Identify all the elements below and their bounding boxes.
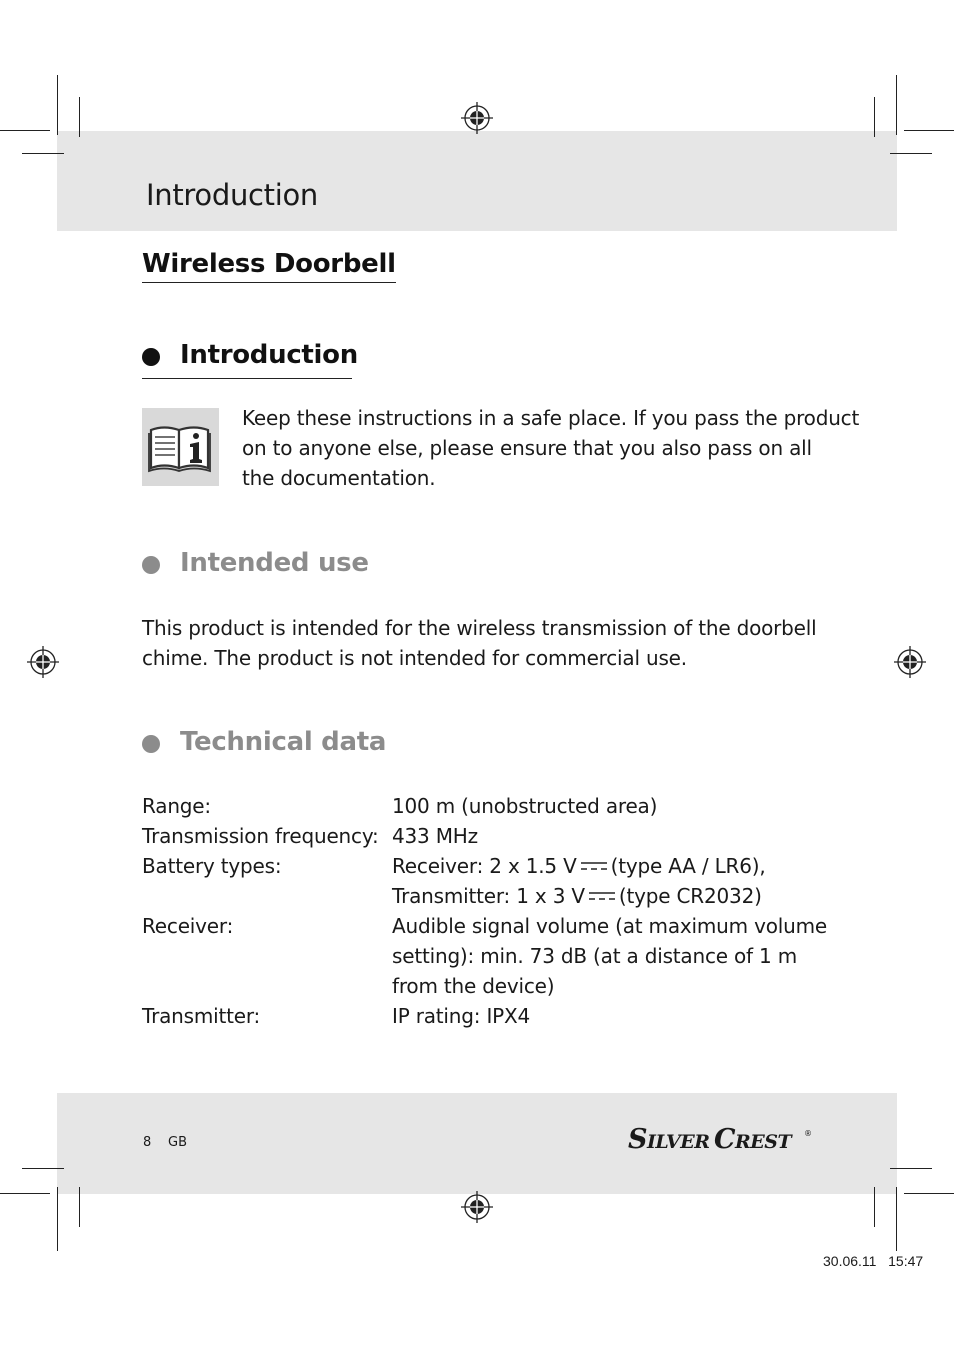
text-line: This product is intended for the wireless transmission of the doorbell: [142, 616, 817, 640]
info-book-icon: [142, 408, 219, 486]
tech-value: [392, 791, 842, 821]
text-line: chime. The product is not intended for commercial use.: [142, 646, 687, 670]
crop-mark: [890, 153, 932, 154]
tech-value-line: [392, 881, 842, 911]
crop-mark: [22, 153, 64, 154]
tech-value: [392, 911, 842, 1001]
crop-mark: [0, 1193, 50, 1194]
tech-value-line: IP rating: IPX4: [392, 1004, 531, 1028]
svg-text:REST: REST: [735, 1131, 792, 1153]
tech-value-line: 433 MHz: [392, 824, 478, 848]
tech-value: [392, 851, 842, 911]
section-bullet: [142, 348, 160, 366]
battery-receiver-type: (type AA / LR6),: [610, 854, 766, 878]
registration-mark-icon: [26, 645, 60, 679]
tech-value: [392, 821, 842, 851]
tech-label: Receiver:: [142, 914, 234, 938]
silvercrest-logo: [628, 1120, 818, 1156]
tech-row-battery-types: [142, 851, 842, 911]
dc-voltage-icon: [588, 891, 616, 901]
battery-transmitter-type: (type CR2032): [618, 884, 762, 908]
crop-mark: [0, 130, 50, 131]
crop-mark: [874, 97, 875, 137]
section-heading-technical-data: [142, 727, 402, 763]
svg-text:C: C: [714, 1124, 735, 1155]
document-title: Wireless Doorbell: [142, 249, 396, 283]
crop-mark: [904, 130, 954, 131]
tech-label: Range:: [142, 794, 211, 818]
tech-label: Battery types:: [142, 854, 282, 878]
tech-value: [392, 1001, 842, 1031]
crop-mark: [890, 1168, 932, 1169]
tech-value-line: Audible signal volume (at maximum volume: [392, 914, 827, 938]
intro-paragraph: [242, 403, 860, 493]
section-heading-introduction: [142, 340, 358, 379]
page-language: GB: [168, 1135, 187, 1150]
crop-mark: [79, 97, 80, 137]
tech-value-line: 100 m (unobstructed area): [392, 794, 658, 818]
technical-data-table: [142, 791, 842, 1031]
text-line: the documentation.: [242, 466, 436, 490]
registration-mark-icon: [460, 1190, 494, 1224]
crop-mark: [57, 1187, 58, 1251]
crop-mark: [57, 75, 58, 135]
battery-transmitter-text: Transmitter: 1 x 3 V: [392, 884, 585, 908]
page-header-title: Introduction: [146, 178, 319, 212]
text-line: on to anyone else, please ensure that you also pass on all: [242, 436, 812, 460]
tech-label: Transmission frequency:: [142, 824, 379, 848]
tech-row-transmitter: [142, 1001, 842, 1031]
tech-label: Transmitter:: [142, 1004, 261, 1028]
intended-use-paragraph: [142, 613, 842, 673]
dc-voltage-icon: [580, 861, 608, 871]
section-heading-label: Intended use: [180, 548, 369, 578]
section-heading-label: Technical data: [180, 727, 387, 757]
section-heading-intended-use: [142, 548, 402, 584]
registration-mark-icon: [893, 645, 927, 679]
text-line: Keep these instructions in a safe place. If you pass the product: [242, 406, 860, 430]
crop-mark: [874, 1187, 875, 1227]
crop-mark: [896, 1187, 897, 1251]
print-timestamp: 30.06.11 15:47: [823, 1253, 924, 1269]
svg-text:S: S: [628, 1124, 647, 1155]
tech-value-line: [392, 851, 842, 881]
crop-mark: [904, 1193, 954, 1194]
tech-row-receiver: [142, 911, 842, 1001]
tech-value-line: setting): min. 73 dB (at a distance of 1 m: [392, 944, 798, 968]
page-number: 8: [143, 1135, 152, 1150]
registration-mark-icon: [460, 101, 494, 135]
crop-mark: [896, 75, 897, 135]
tech-row-range: [142, 791, 842, 821]
crop-mark: [22, 1168, 64, 1169]
section-bullet: [142, 735, 160, 753]
battery-receiver-text: Receiver: 2 x 1.5 V: [392, 854, 577, 878]
tech-value-line: from the device): [392, 974, 555, 998]
svg-text:®: ®: [804, 1129, 812, 1138]
section-bullet: [142, 556, 160, 574]
crop-mark: [79, 1187, 80, 1227]
section-heading-label: Introduction: [180, 340, 358, 370]
tech-row-frequency: [142, 821, 842, 851]
svg-text:ILVER: ILVER: [647, 1131, 710, 1153]
